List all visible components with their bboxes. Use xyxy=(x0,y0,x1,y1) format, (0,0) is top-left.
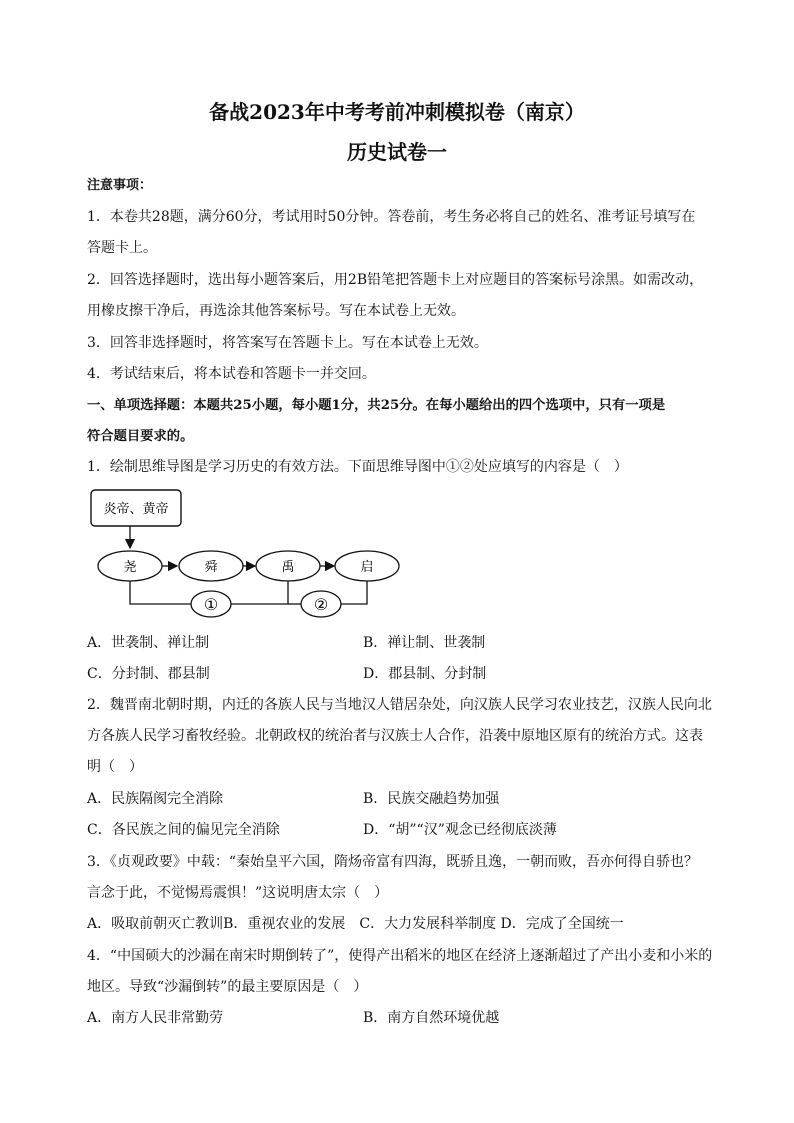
diagram-node-label: 舜 xyxy=(204,560,218,575)
exam-subtitle: 历史试卷一 xyxy=(347,140,447,164)
q1-option-c[interactable]: C．分封制、郡县制 xyxy=(87,666,210,682)
note-line: 3．回答非选择题时，将答案写在答题卡上。写在本试卷上无效。 xyxy=(87,335,488,351)
q4-option-b[interactable]: B．南方自然环境优越 xyxy=(363,1010,500,1026)
note-line: 4．考试结束后，将本试卷和答题卡一并交回。 xyxy=(87,366,376,382)
q2-option-c[interactable]: C．各民族之间的偏见完全消除 xyxy=(87,822,280,838)
q2-option-b[interactable]: B．民族交融趋势加强 xyxy=(363,791,500,807)
note-line: 用橡皮擦干净后，再选涂其他答案标号。写在本试卷上无效。 xyxy=(87,303,465,319)
diagram-node-label: 禹 xyxy=(281,560,295,575)
mind-map-diagram xyxy=(87,486,417,626)
diagram-top-label: 炎帝、黄帝 xyxy=(103,502,169,517)
q4-option-a[interactable]: A．南方人民非常勤劳 xyxy=(87,1010,224,1026)
section-heading: 一、单项选择题：本题共25小题，每小题1分，共25分。在每小题给出的四个选项中，只有一项是 xyxy=(87,398,666,413)
section-heading-cont: 符合题目要求的。 xyxy=(87,429,194,444)
question-4-stem-cont: 地区。导致“沙漏倒转”的最主要原因是（ ） xyxy=(87,979,368,995)
question-2-stem-cont: 明（ ） xyxy=(87,759,143,775)
question-4-stem: 4．“中国硕大的沙漏在南宋时期倒转了”，使得产出稻米的地区在经济上逐渐超过了产出小麦和小米的 xyxy=(87,948,713,964)
q1-option-d[interactable]: D．郡县制、分封制 xyxy=(363,666,487,682)
diagram-node-label: 启 xyxy=(360,560,374,575)
diagram-node-label: 尧 xyxy=(123,560,137,575)
q1-option-b[interactable]: B．禅让制、世袭制 xyxy=(363,635,486,651)
diagram-blank-1-label: ① xyxy=(203,595,219,614)
question-2-stem: 2．魏晋南北朝时期，内迁的各族人民与当地汉人错居杂处，向汉族人民学习农业技艺，汉族人民向北 xyxy=(87,697,712,713)
q3-options[interactable]: A．吸取前朝灭亡教训B．重视农业的发展 C．大力发展科举制度 D．完成了全国统一 xyxy=(87,916,624,932)
q2-option-a[interactable]: A．民族隔阂完全消除 xyxy=(87,791,224,807)
notes-heading: 注意事项： xyxy=(87,178,153,193)
question-1-stem: 1．绘制思维导图是学习历史的有效方法。下面思维导图中①②处应填写的内容是（ ） xyxy=(87,459,628,475)
note-line: 2．回答选择题时，选出每小题答案后，用2B铅笔把答题卡上对应题目的答案标号涂黑。如需改动， xyxy=(87,272,704,288)
q2-option-d[interactable]: D．“胡”“汉”观念已经彻底淡薄 xyxy=(363,822,557,838)
diagram-blank-2-label: ② xyxy=(313,595,329,614)
note-line: 1．本卷共28题，满分60分，考试用时50分钟。答卷前，考生务必将自己的姓名、准考证号填写在 xyxy=(87,209,696,225)
q1-option-a[interactable]: A．世袭制、禅让制 xyxy=(87,635,210,651)
question-3-stem-cont: 言念于此，不觉惕焉震惧！”这说明唐太宗（ ） xyxy=(87,885,389,901)
note-line: 答题卡上。 xyxy=(87,240,157,256)
question-3-stem: 3．《贞观政要》中载：“秦始皇平六国，隋炀帝富有四海，既骄且逸，一朝而败，吾亦何得自骄也？ xyxy=(87,854,699,870)
question-2-stem-cont: 方各族人民学习畜牧经验。北朝政权的统治者与汉族士人合作，沿袭中原地区原有的统治方式。这表 xyxy=(87,728,703,744)
exam-title: 备战2023年中考考前冲刺模拟卷（南京） xyxy=(209,100,585,124)
